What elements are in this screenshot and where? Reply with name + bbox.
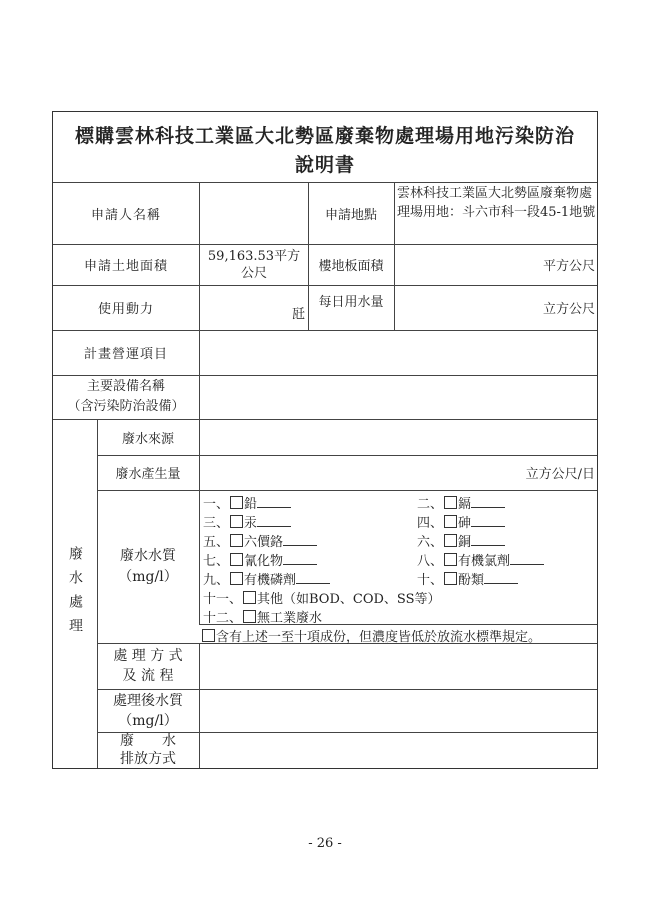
equipment-label-line-1: 主要設備名稱 [86,379,165,394]
checkbox-copper[interactable] [444,534,457,547]
land-area-label: 申請土地面積 [83,259,168,274]
method-label [97,643,199,689]
wastewater-group-label: 廢水處理 [67,545,83,642]
treated-label-line-2: （mg/l） [118,712,178,729]
checkbox-organophosphorus[interactable] [230,572,243,585]
contain-note: 含有上述一至十項成份，但濃度皆低於放流水標準規定。 [201,626,541,645]
checkbox-other[interactable] [243,591,256,604]
blank-arsenic[interactable] [471,516,505,527]
quality-label-line-1: 廢水水質 [120,547,176,564]
power-unit: 瓩 [291,307,305,322]
blank-phenols[interactable] [484,573,518,584]
location-label: 申請地點 [324,207,377,223]
project-value[interactable] [199,330,597,375]
blank-copper[interactable] [471,535,505,546]
water-label: 每日用水量 [318,295,384,310]
discharge-label [97,732,199,768]
power-label: 使用動力 [97,302,154,317]
item-copper: 六、 銅 [417,531,505,550]
blank-organophosphorus[interactable] [296,573,330,584]
item-organophosphorus: 九、 有機磷劑 [203,569,330,588]
discharge-label-line-2: 排放方式 [120,751,176,767]
source-label: 廢水來源 [121,431,174,447]
item-phenols: 十、 酚類 [417,569,518,588]
discharge-label-line-1: 廢 水 [120,733,176,749]
form-title-line-2: 說明書 [294,154,355,176]
blank-chromium[interactable] [283,535,317,546]
equipment-label-line-2: （含污染防治設備） [67,399,185,414]
checkbox-no-industrial[interactable] [243,610,256,623]
equipment-value[interactable] [199,375,597,419]
source-value[interactable] [199,419,597,455]
checkbox-phenols[interactable] [444,572,457,585]
checkbox-cadmium[interactable] [444,496,457,509]
equipment-label [53,375,199,419]
applicant-label: 申請人名稱 [90,207,161,223]
discharge-value[interactable] [199,732,597,768]
checkbox-contain-note[interactable] [202,629,215,642]
location-value: 雲林科技工業區大北勢區廢棄物處理場用地：斗六市科一段45-1地號 [397,186,596,220]
item-no-industrial: 十二、 無工業廢水 [203,611,323,626]
blank-lead[interactable] [257,497,291,508]
treated-value[interactable] [199,689,597,732]
blank-cadmium[interactable] [471,497,505,508]
form-title-line-1: 標購雲林科技工業區大北勢區廢棄物處理場用地污染防治 [74,125,575,147]
item-chromium: 五、 六價鉻 [203,531,317,550]
volume-label: 廢水產生量 [115,467,181,482]
method-label-line-2: 及 流 程 [122,668,174,684]
volume-unit: 立方公尺/日 [525,467,595,482]
treated-label-line-1: 處理後水質 [113,692,183,709]
project-label: 計畫營運項目 [83,347,168,362]
blank-organochlorine[interactable] [510,554,544,565]
water-unit: 立方公尺 [542,302,595,317]
form-frame [52,111,598,769]
method-value[interactable] [199,643,597,689]
applicant-value[interactable] [199,182,308,244]
item-cadmium: 二、 鎘 [417,493,505,512]
item-mercury: 三、 汞 [203,512,291,531]
item-organochlorine: 八、 有機氯劑 [417,550,544,569]
checkbox-cyanide[interactable] [230,553,243,566]
floor-area-label: 樓地板面積 [318,259,384,274]
checkbox-lead[interactable] [230,496,243,509]
checkbox-mercury[interactable] [230,515,243,528]
treated-label [97,689,199,732]
item-arsenic: 四、 砷 [417,512,505,531]
method-label-line-1: 處 理 方 式 [113,648,183,664]
floor-area-unit: 平方公尺 [542,259,595,274]
blank-mercury[interactable] [257,516,291,527]
checkbox-chromium[interactable] [230,534,243,547]
checkbox-arsenic[interactable] [444,515,457,528]
item-cyanide: 七、 氰化物 [203,550,317,569]
item-other: 十一、 其他（如BOD、COD、SS等） [203,592,441,607]
blank-cyanide[interactable] [283,554,317,565]
quality-label-line-2: （mg/l） [118,568,178,585]
quality-label [97,490,199,643]
page-number: - 26 - [308,836,342,851]
checkbox-organochlorine[interactable] [444,553,457,566]
land-area-value: 59,163.53平方公尺 [207,249,301,281]
item-lead: 一、 鉛 [203,493,291,512]
